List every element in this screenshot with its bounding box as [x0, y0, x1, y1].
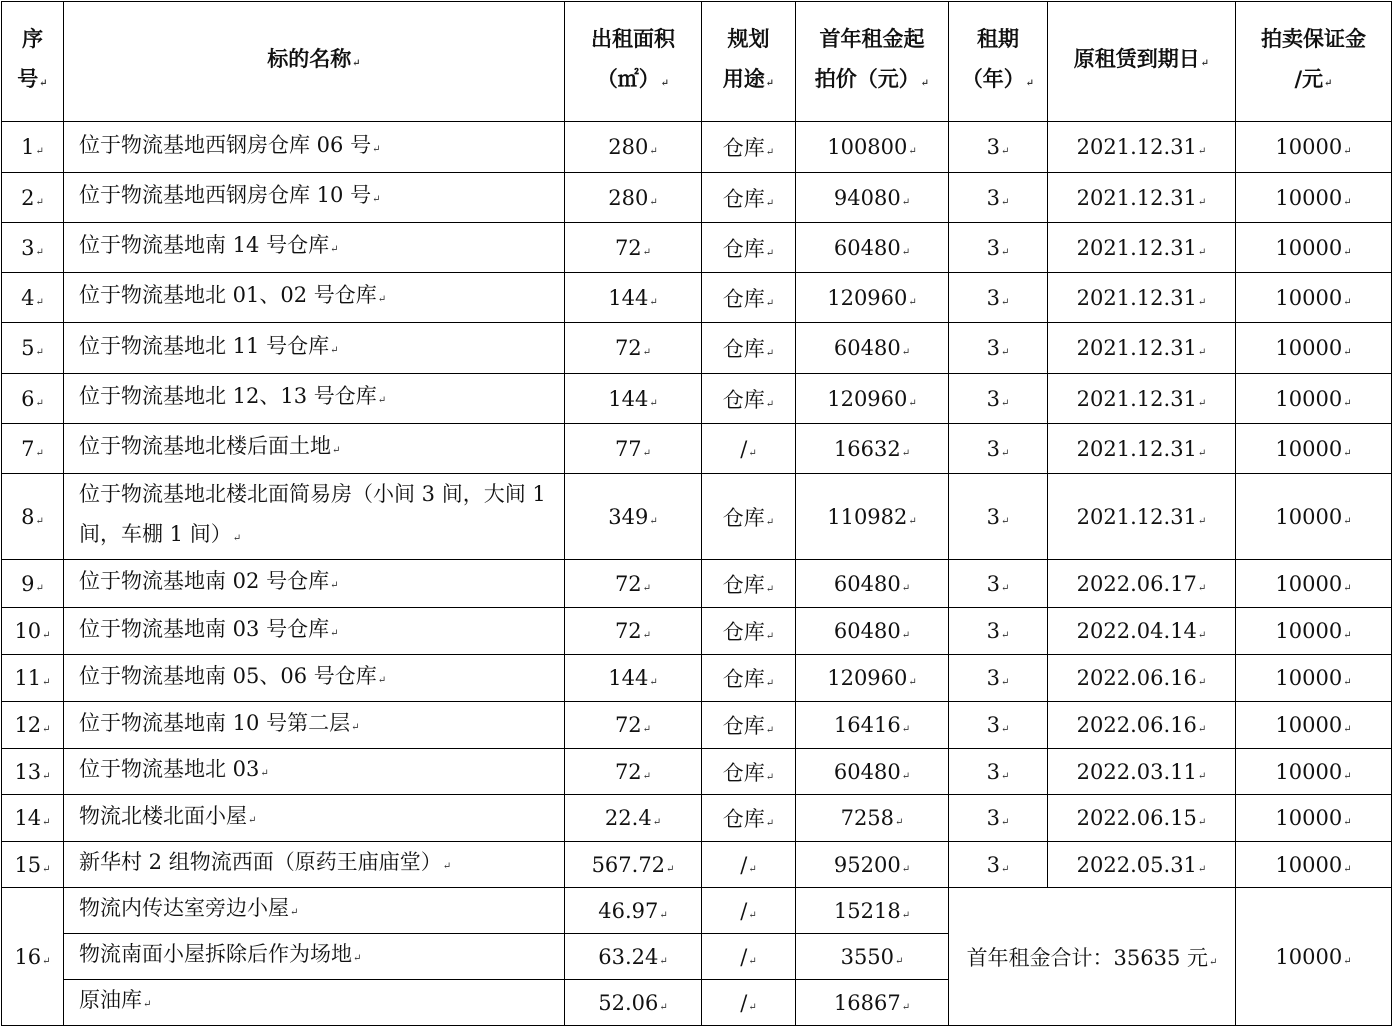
table-row: [2, 702, 1392, 749]
area-cell: 280↵: [565, 122, 702, 173]
name-cell: 位于物流基地西钢房仓库 06 号↵: [64, 122, 565, 173]
use-cell: 仓库↵: [702, 173, 796, 223]
table-row: [2, 842, 1392, 888]
term-cell: 3↵: [949, 702, 1048, 749]
seq-cell: 9↵: [2, 560, 64, 608]
name-cell: 位于物流基地南 03 号仓库↵: [64, 608, 565, 655]
seq-cell: 6↵: [2, 374, 64, 424]
area-cell: 72↵: [565, 702, 702, 749]
use-cell: /↵: [702, 980, 796, 1026]
seq-cell: 3↵: [2, 223, 64, 273]
rent-cell: 15218↵: [796, 888, 949, 934]
use-cell: /↵: [702, 934, 796, 980]
expiry-cell: 2021.12.31↵: [1048, 474, 1236, 560]
area-cell: 72↵: [565, 749, 702, 795]
name-cell: 物流内传达室旁边小屋↵: [64, 888, 565, 934]
rent-cell: 120960↵: [796, 374, 949, 424]
name-cell: 位于物流基地西钢房仓库 10 号↵: [64, 173, 565, 223]
use-cell: 仓库↵: [702, 323, 796, 374]
term-cell: 3↵: [949, 560, 1048, 608]
deposit-cell: 10000↵: [1236, 122, 1392, 173]
name-cell: 位于物流基地南 10 号第二层↵: [64, 702, 565, 749]
expiry-cell: 2022.06.16↵: [1048, 702, 1236, 749]
use-cell: /↵: [702, 888, 796, 934]
expiry-cell: 2022.04.14↵: [1048, 608, 1236, 655]
header-use: 规划 用途↵: [702, 2, 796, 122]
area-cell: 72↵: [565, 323, 702, 374]
deposit-cell: 10000↵: [1236, 560, 1392, 608]
expiry-cell: 2022.03.11↵: [1048, 749, 1236, 795]
deposit-cell: 10000↵: [1236, 702, 1392, 749]
term-cell: 3↵: [949, 122, 1048, 173]
seq-cell: 14↵: [2, 795, 64, 842]
expiry-cell: 2022.05.31↵: [1048, 842, 1236, 888]
seq-cell: 7↵: [2, 424, 64, 474]
table-row: [2, 655, 1392, 702]
header-name: 标的名称↵: [64, 2, 565, 122]
term-cell: 3↵: [949, 323, 1048, 374]
use-cell: 仓库↵: [702, 749, 796, 795]
rent-cell: 16416↵: [796, 702, 949, 749]
area-cell: 144↵: [565, 374, 702, 424]
seq-cell: 1↵: [2, 122, 64, 173]
rent-cell: 60480↵: [796, 560, 949, 608]
use-cell: 仓库↵: [702, 223, 796, 273]
table-row: [2, 608, 1392, 655]
table-row: [2, 474, 1392, 560]
table-row: [2, 560, 1392, 608]
rent-cell: 60480↵: [796, 223, 949, 273]
area-cell: 72↵: [565, 560, 702, 608]
area-cell: 280↵: [565, 173, 702, 223]
seq-cell: 8↵: [2, 474, 64, 560]
rent-cell: 3550↵: [796, 934, 949, 980]
deposit-cell: 10000↵: [1236, 173, 1392, 223]
header-deposit: 拍卖保证金 /元↵: [1236, 2, 1392, 122]
table-row: [2, 273, 1392, 323]
seq-cell: 15↵: [2, 842, 64, 888]
header-expiry: 原租赁到期日↵: [1048, 2, 1236, 122]
area-cell: 77↵: [565, 424, 702, 474]
name-cell: 物流北楼北面小屋↵: [64, 795, 565, 842]
term-cell: 3↵: [949, 273, 1048, 323]
use-cell: 仓库↵: [702, 702, 796, 749]
header-area: 出租面积 （㎡）↵: [565, 2, 702, 122]
area-cell: 144↵: [565, 273, 702, 323]
use-cell: /↵: [702, 424, 796, 474]
area-cell: 72↵: [565, 223, 702, 273]
name-cell: 位于物流基地南 14 号仓库↵: [64, 223, 565, 273]
deposit-cell: 10000↵: [1236, 655, 1392, 702]
deposit-cell: 10000↵: [1236, 273, 1392, 323]
table-row: [2, 888, 1392, 934]
rent-cell: 120960↵: [796, 655, 949, 702]
header-seq: 序 号↵: [2, 2, 64, 122]
use-cell: 仓库↵: [702, 655, 796, 702]
deposit-cell: 10000↵: [1236, 888, 1392, 1026]
rent-cell: 16632↵: [796, 424, 949, 474]
term-cell: 3↵: [949, 223, 1048, 273]
seq-cell: 12↵: [2, 702, 64, 749]
header-rent: 首年租金起 拍价（元）↵: [796, 2, 949, 122]
header-row: [2, 2, 1392, 122]
use-cell: 仓库↵: [702, 608, 796, 655]
name-cell: 位于物流基地南 05、06 号仓库↵: [64, 655, 565, 702]
deposit-cell: 10000↵: [1236, 795, 1392, 842]
rent-cell: 120960↵: [796, 273, 949, 323]
term-cell: 3↵: [949, 474, 1048, 560]
deposit-cell: 10000↵: [1236, 223, 1392, 273]
expiry-cell: 2021.12.31↵: [1048, 424, 1236, 474]
name-cell: 新华村 2 组物流西面（原药王庙庙堂）↵: [64, 842, 565, 888]
rent-cell: 16867↵: [796, 980, 949, 1026]
name-cell: 物流南面小屋拆除后作为场地↵: [64, 934, 565, 980]
deposit-cell: 10000↵: [1236, 474, 1392, 560]
name-cell: 位于物流基地北 01、02 号仓库↵: [64, 273, 565, 323]
rent-cell: 7258↵: [796, 795, 949, 842]
rent-cell: 60480↵: [796, 608, 949, 655]
term-cell: 3↵: [949, 173, 1048, 223]
area-cell: 72↵: [565, 608, 702, 655]
term-cell: 3↵: [949, 842, 1048, 888]
auction-table: [1, 1, 1392, 1026]
seq-cell: 4↵: [2, 273, 64, 323]
seq-cell: 5↵: [2, 323, 64, 374]
use-cell: /↵: [702, 842, 796, 888]
expiry-cell: 2022.06.17↵: [1048, 560, 1236, 608]
seq-cell: 11↵: [2, 655, 64, 702]
rent-total-cell: 首年租金合计：35635 元↵: [949, 888, 1236, 1026]
area-cell: 63.24↵: [565, 934, 702, 980]
term-cell: 3↵: [949, 424, 1048, 474]
seq-cell: 16↵: [2, 888, 64, 1026]
table-row: [2, 323, 1392, 374]
expiry-cell: 2021.12.31↵: [1048, 173, 1236, 223]
deposit-cell: 10000↵: [1236, 749, 1392, 795]
rent-cell: 60480↵: [796, 749, 949, 795]
area-cell: 349↵: [565, 474, 702, 560]
expiry-cell: 2021.12.31↵: [1048, 374, 1236, 424]
table-row: [2, 424, 1392, 474]
rent-cell: 100800↵: [796, 122, 949, 173]
use-cell: 仓库↵: [702, 273, 796, 323]
deposit-cell: 10000↵: [1236, 323, 1392, 374]
use-cell: 仓库↵: [702, 795, 796, 842]
name-cell: 位于物流基地北楼北面简易房（小间 3 间，大间 1 间，车棚 1 间）↵: [64, 474, 565, 560]
area-cell: 567.72↵: [565, 842, 702, 888]
expiry-cell: 2021.12.31↵: [1048, 323, 1236, 374]
deposit-cell: 10000↵: [1236, 608, 1392, 655]
table-row: [2, 122, 1392, 173]
table-row: [2, 223, 1392, 273]
deposit-cell: 10000↵: [1236, 424, 1392, 474]
rent-cell: 95200↵: [796, 842, 949, 888]
use-cell: 仓库↵: [702, 560, 796, 608]
area-cell: 144↵: [565, 655, 702, 702]
header-term: 租期 （年）↵: [949, 2, 1048, 122]
table-row: [2, 374, 1392, 424]
name-cell: 位于物流基地北 03↵: [64, 749, 565, 795]
expiry-cell: 2022.06.16↵: [1048, 655, 1236, 702]
expiry-cell: 2021.12.31↵: [1048, 273, 1236, 323]
rent-cell: 60480↵: [796, 323, 949, 374]
rent-cell: 94080↵: [796, 173, 949, 223]
name-cell: 原油库↵: [64, 980, 565, 1026]
seq-cell: 10↵: [2, 608, 64, 655]
table-row: [2, 173, 1392, 223]
seq-cell: 2↵: [2, 173, 64, 223]
name-cell: 位于物流基地北 11 号仓库↵: [64, 323, 565, 374]
name-cell: 位于物流基地北 12、13 号仓库↵: [64, 374, 565, 424]
table-row: [2, 749, 1392, 795]
expiry-cell: 2021.12.31↵: [1048, 122, 1236, 173]
term-cell: 3↵: [949, 655, 1048, 702]
deposit-cell: 10000↵: [1236, 374, 1392, 424]
seq-cell: 13↵: [2, 749, 64, 795]
term-cell: 3↵: [949, 374, 1048, 424]
use-cell: 仓库↵: [702, 474, 796, 560]
deposit-cell: 10000↵: [1236, 842, 1392, 888]
area-cell: 52.06↵: [565, 980, 702, 1026]
expiry-cell: 2022.06.15↵: [1048, 795, 1236, 842]
term-cell: 3↵: [949, 749, 1048, 795]
table-row: [2, 795, 1392, 842]
expiry-cell: 2021.12.31↵: [1048, 223, 1236, 273]
area-cell: 46.97↵: [565, 888, 702, 934]
term-cell: 3↵: [949, 608, 1048, 655]
rent-cell: 110982↵: [796, 474, 949, 560]
use-cell: 仓库↵: [702, 374, 796, 424]
name-cell: 位于物流基地南 02 号仓库↵: [64, 560, 565, 608]
area-cell: 22.4↵: [565, 795, 702, 842]
use-cell: 仓库↵: [702, 122, 796, 173]
name-cell: 位于物流基地北楼后面土地↵: [64, 424, 565, 474]
term-cell: 3↵: [949, 795, 1048, 842]
